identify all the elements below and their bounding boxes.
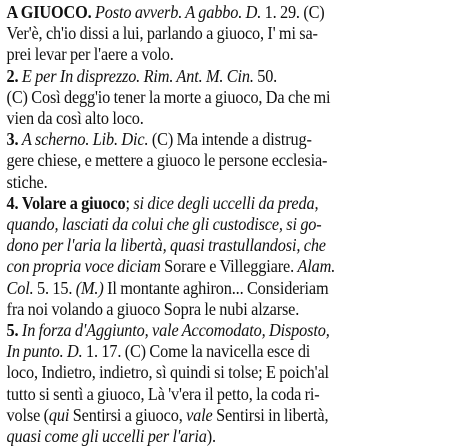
italic-text: A scherno. Lib. Dic. xyxy=(21,129,149,150)
italic-text: (M.) xyxy=(75,277,104,298)
italic-text: quando, lasciati da colui che gli custodisce, si go- xyxy=(6,214,322,234)
text: 50. xyxy=(253,65,278,86)
entry-line xyxy=(7,405,329,426)
entry-line xyxy=(7,362,329,383)
text: prei levar per l'aere a volo. xyxy=(6,44,174,65)
text: 1. 29. (C) xyxy=(261,2,325,22)
text: (C) Ma intende a distrug- xyxy=(148,129,312,150)
entry-line xyxy=(7,320,330,341)
bold-text: 2. xyxy=(6,65,19,86)
bold-text: 5. xyxy=(6,320,19,340)
italic-text: si dice degli uccelli da preda, xyxy=(133,192,319,213)
text: loco, Indietro, indietro, sì quindi si tolse; E poich'al xyxy=(6,362,329,383)
text: gere chiese, e mettere a giuoco le persone ecclesia- xyxy=(6,150,328,171)
text: 1. 17. (C) Come la navicella esce di xyxy=(82,341,311,362)
entry-line xyxy=(7,193,319,214)
entry-line xyxy=(7,129,312,150)
italic-text: vale xyxy=(186,404,213,425)
entry-line xyxy=(7,299,300,320)
entry-line xyxy=(7,23,318,44)
text: (C) Così degg'io tener la morte a giuoco, Da che mi xyxy=(6,86,331,107)
entry-line xyxy=(7,108,144,129)
text: stiche. xyxy=(6,171,48,192)
italic-text: Alam. xyxy=(297,256,336,277)
bold-text: A GIUOCO. xyxy=(6,2,92,22)
italic-text: In punto. D. xyxy=(6,341,83,362)
italic-text: quasi come gli uccelli per l'aria xyxy=(6,426,207,446)
text: tutto si sentì a giuoco, Là 'v'era il petto, la coda ri- xyxy=(6,383,320,404)
text: vien da così alto loco. xyxy=(6,108,144,128)
entry-line xyxy=(7,235,326,256)
text: Sorare e Villeggiare. xyxy=(160,256,298,277)
text: ). xyxy=(206,426,216,446)
entry-line xyxy=(7,44,174,65)
entry-line xyxy=(7,87,331,108)
text: Sentirsi a giuoco, xyxy=(69,404,187,425)
entry-line xyxy=(7,150,328,171)
italic-text: con propria voce diciam xyxy=(6,256,161,277)
text: Sentirsi in libertà, xyxy=(212,404,329,425)
entry-line xyxy=(7,384,320,405)
text: Il montante aghiron... Consideriam xyxy=(103,277,329,298)
italic-text: Col. xyxy=(6,277,34,298)
bold-text: 4. xyxy=(6,192,19,213)
italic-text: E per In disprezzo. Rim. Ant. M. Cin. xyxy=(21,65,254,86)
entry-line xyxy=(7,66,278,87)
italic-text: Posto avverb. A gabbo. D. xyxy=(95,2,262,22)
italic-text: dono per l'aria la libertà, quasi trastullandosi, che xyxy=(6,235,326,256)
entry-line xyxy=(7,2,325,23)
text: 5. 15. xyxy=(33,277,76,298)
entry-line xyxy=(7,172,48,193)
entry-line xyxy=(7,256,336,277)
bold-text: 3. xyxy=(6,129,19,150)
bold-text: Volare a giuoco xyxy=(21,192,126,213)
text: Ver'è, ch'io dissi a lui, parlando a giuoco, I' mi sa- xyxy=(6,23,318,44)
italic-text: In forza d'Aggiunto, vale Accomodato, Disposto, xyxy=(21,320,330,340)
text: fra noi volando a giuoco Sopra le nubi alzarse. xyxy=(6,298,300,319)
entry-line xyxy=(7,278,329,299)
entry-line xyxy=(7,341,311,362)
text: ; xyxy=(125,192,134,213)
entry-line xyxy=(7,214,322,235)
italic-text: qui xyxy=(48,404,70,425)
text: volse ( xyxy=(6,404,49,425)
